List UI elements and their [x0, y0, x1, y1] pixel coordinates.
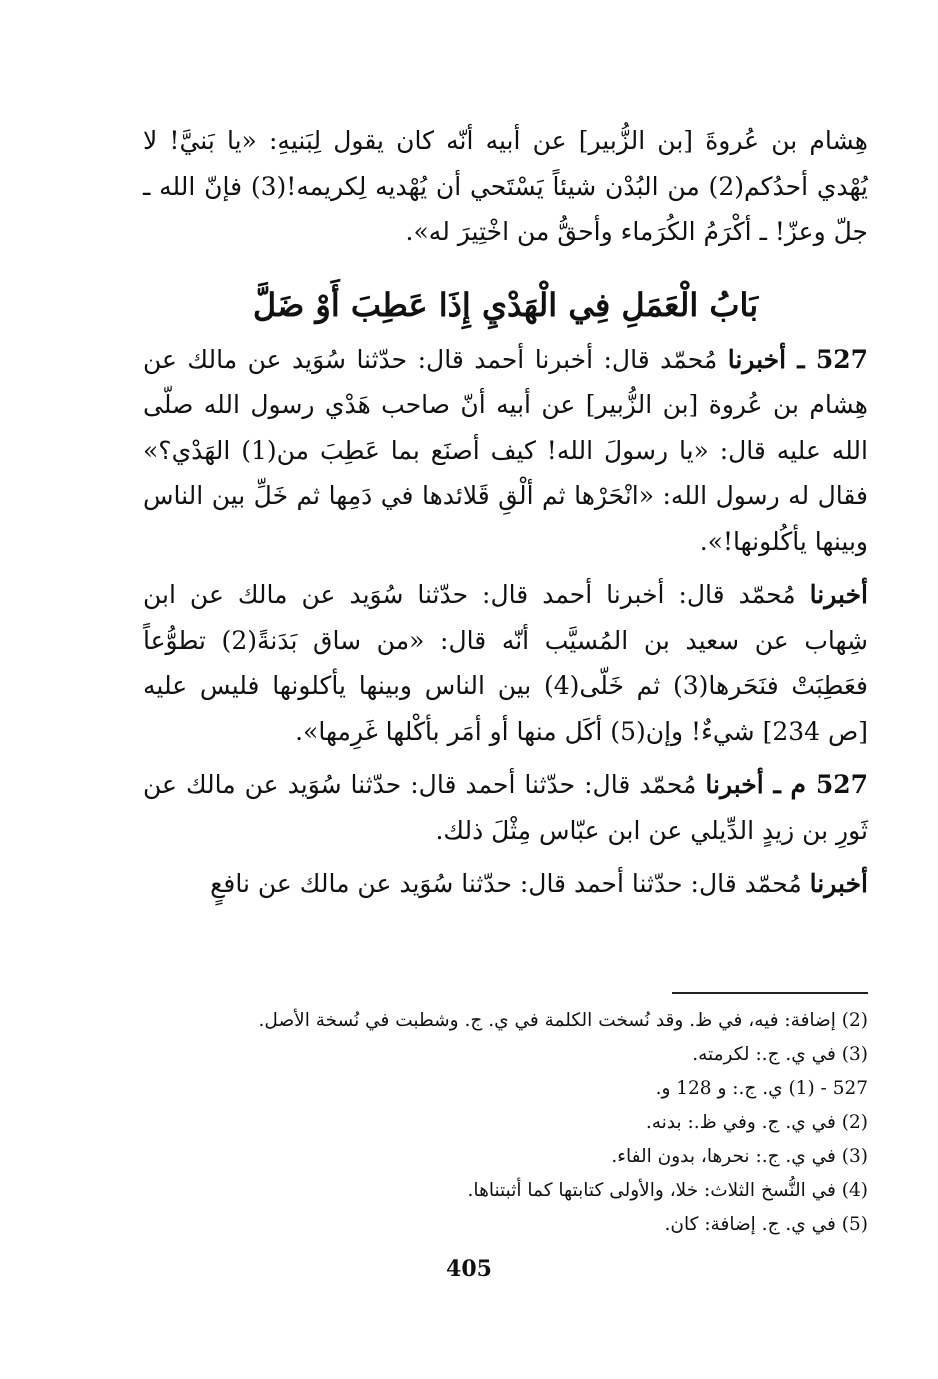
- paragraph-text: هِشام بن عُروةَ [بن الزُّبير] عن أبيه أنّه كان يقول لِبَنيهِ: «يا بَنيَّ! لا يُهْدي أحدُكم(2) من البُدْن شيئاً يَسْتَحي أن يُهْديه لِكريمه!(3) فإنّ الله ـ جلّ وعزّ! ـ أكْرَمُ الكُرَماء وأحقُّ من اخْتِيرَ له».: [143, 126, 868, 246]
- footnote-separator: [672, 992, 868, 994]
- paragraph-527: [143, 337, 868, 565]
- paragraph-lead: أخبرنا: [809, 580, 868, 609]
- main-text: [143, 118, 868, 907]
- paragraph-text: مُحمّد قال: حدّثنا أحمد قال: حدّثنا سُوَيد عن مالك عن نافعٍ: [210, 869, 810, 898]
- paragraph-text: مُحمّد قال: أخبرنا أحمد قال: حدّثنا سُوَيد عن مالك عن ابن شِهاب عن سعيد بن المُسيَّب أنّه قال: «من ساق بَدَنةً(2) تطوُّعاً فعَطِبَتْ فنَحَرها(3) ثم خَلّى(4) بين الناس وبينها يأكلونها فليس عليه [ص 234] شيءٌ! وإن(5) أكَل منها أو أمَر بأكْلها غَرِمها».: [143, 580, 868, 746]
- footnote: 527 - (1) ي. ج.: و 128 و.: [655, 1078, 868, 1099]
- footnote: (2) في ي. ج. وفي ظ.: بدنه.: [645, 1112, 868, 1133]
- paragraph-intro: [143, 118, 868, 255]
- paragraph-lead: 527 م ـ أخبرنا: [705, 770, 868, 799]
- page-number: 405: [446, 1256, 492, 1282]
- paragraph-text: مُحمّد قال: أخبرنا أحمد قال: حدّثنا سُوَيد عن مالك عن هِشام بن عُروة [بن الزُّبير] عن أبيه أنّ صاحب هَدْي رسول الله صلّى الله عليه قال: «يا رسولَ الله! كيف أصنَع بما عَطِبَ من(1) الهَدْي؟» فقال له رسول الله: «انْحَرْها ثم ألْقِ قَلائدها في دَمِها ثم خَلِّ بين الناس وبينها يأكُلونها!».: [143, 344, 868, 556]
- footnote: (3) في ي. ج.: نحرها، بدون الفاء.: [611, 1146, 868, 1167]
- paragraph-nafi: [143, 861, 868, 907]
- footnote: (3) في ي. ج.: لكرمته.: [692, 1044, 868, 1065]
- footnote: (4) في النُّسخ الثلاث: خلا، والأولى كتابتها كما أثبتناها.: [467, 1180, 868, 1201]
- paragraph-527m: [143, 762, 868, 853]
- paragraph-lead: 527 ـ أخبرنا: [727, 344, 868, 374]
- paragraph-lead: أخبرنا: [809, 869, 868, 898]
- paragraph-text: مُحمّد قال: حدّثنا أحمد قال: حدّثنا سُوَيد عن مالك عن ثَورِ بن زيدٍ الدِّيلي عن ابن عبّاس مِثْلَ ذلك.: [143, 770, 868, 845]
- paragraph-ibn-shihab: [143, 572, 868, 754]
- footnote: (2) إضافة: فيه، في ظ. وقد نُسخت الكلمة في ي. ج. وشطبت في نُسخة الأصل.: [258, 1010, 868, 1031]
- footnotes: [143, 1004, 868, 1242]
- footnote: (5) في ي. ج. إضافة: كان.: [664, 1214, 868, 1235]
- chapter-heading: بَابُ الْعَمَلِ فِي الْهَدْيِ إِذَا عَطِبَ أَوْ ضَلَّ: [252, 285, 759, 324]
